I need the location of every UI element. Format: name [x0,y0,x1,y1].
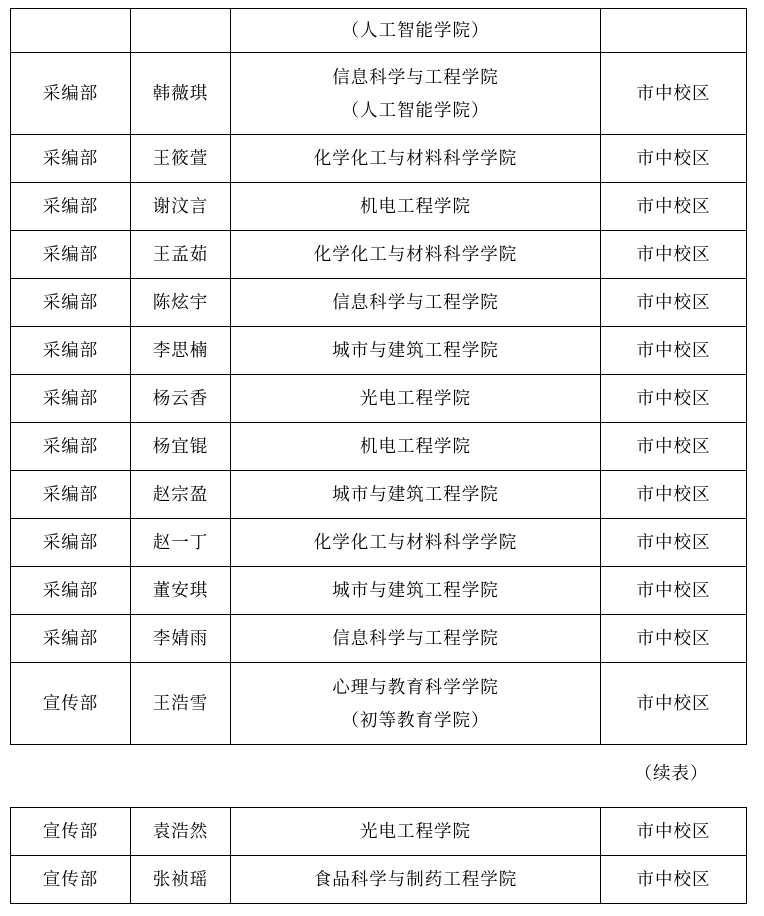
college-line: （人工智能学院） [341,99,490,120]
document-page [0,8,764,916]
college-line: 食品科学与制药工程学院 [313,869,518,890]
cell-name: 王孟茹 [131,231,231,279]
cell-department: 采编部 [11,327,131,375]
college-line: 化学化工与材料科学学院 [313,532,518,553]
table-row [11,663,747,745]
table-row [11,135,747,183]
cell-department: 宣传部 [11,808,131,856]
cell-department: 采编部 [11,519,131,567]
college-line: 机电工程学院 [360,436,471,457]
cell-name: 袁浩然 [131,808,231,856]
cell-campus: 市中校区 [601,663,747,745]
cell-department: 采编部 [11,183,131,231]
cell-name: 张祯瑶 [131,856,231,904]
separator-cell-college [230,745,600,799]
table-row [11,375,747,423]
college-line: 信息科学与工程学院 [332,292,499,313]
college-line: 信息科学与工程学院 [332,67,499,88]
cell-campus: 市中校区 [601,423,747,471]
cell-campus: 市中校区 [601,471,747,519]
cell-campus: 市中校区 [601,808,747,856]
college-line: 信息科学与工程学院 [332,628,499,649]
cell-name: 李婧雨 [131,615,231,663]
cell-college [231,231,601,279]
cell-college [231,327,601,375]
cell-campus: 市中校区 [601,231,747,279]
cell-name: 谢汶言 [131,183,231,231]
separator-cell-dept [10,745,130,799]
table-row [11,519,747,567]
cell-college [231,183,601,231]
roster-table-top [10,8,747,745]
cell-campus: 市中校区 [601,519,747,567]
table-row [11,471,747,519]
cell-college [231,856,601,904]
cell-college [231,423,601,471]
table-row [11,183,747,231]
cell-campus: 市中校区 [601,183,747,231]
table-row [11,53,747,135]
college-line: 城市与建筑工程学院 [332,340,499,361]
cell-campus: 市中校区 [601,135,747,183]
cell-name: 杨云香 [131,375,231,423]
cell-name: 王筱萱 [131,135,231,183]
cell-department: 采编部 [11,231,131,279]
cell-name: 赵宗盈 [131,471,231,519]
cell-department: 采编部 [11,53,131,135]
table-row [11,567,747,615]
cell-department: 宣传部 [11,663,131,745]
cell-campus [601,9,747,53]
cell-department: 采编部 [11,567,131,615]
cell-name: 董安琪 [131,567,231,615]
college-line: 心理与教育科学学院 [332,677,499,698]
table-row [11,615,747,663]
college-line: （人工智能学院） [341,20,490,41]
cell-campus: 市中校区 [601,567,747,615]
cell-college [231,9,601,53]
cell-department: 采编部 [11,615,131,663]
college-line: 机电工程学院 [360,196,471,217]
table-row [11,423,747,471]
table-row [11,9,747,53]
college-line: 光电工程学院 [360,388,471,409]
cell-department: 采编部 [11,423,131,471]
college-line: 城市与建筑工程学院 [332,484,499,505]
cell-college [231,519,601,567]
cell-college [231,471,601,519]
roster-table-bottom [10,807,747,904]
table-row [11,231,747,279]
college-line: （初等教育学院） [341,709,490,730]
table-row [11,856,747,904]
cell-college [231,808,601,856]
cell-college [231,279,601,327]
cell-name [131,9,231,53]
college-line: 光电工程学院 [360,821,471,842]
cell-college [231,53,601,135]
cell-department: 采编部 [11,471,131,519]
cell-college [231,135,601,183]
continuation-label: （续表） [634,762,709,783]
cell-name: 韩薇琪 [131,53,231,135]
cell-department: 宣传部 [11,856,131,904]
cell-department [11,9,131,53]
cell-name: 李思楠 [131,327,231,375]
cell-campus: 市中校区 [601,327,747,375]
college-line: 化学化工与材料科学学院 [313,244,518,265]
table-row [11,327,747,375]
cell-college [231,567,601,615]
cell-campus: 市中校区 [601,615,747,663]
table-row [11,808,747,856]
cell-college [231,375,601,423]
separator-cell-name [130,745,230,799]
table-separator [10,745,746,799]
continuation-row [10,745,746,799]
cell-department: 采编部 [11,135,131,183]
cell-name: 赵一丁 [131,519,231,567]
cell-campus: 市中校区 [601,856,747,904]
cell-campus: 市中校区 [601,375,747,423]
cell-name: 杨宜锟 [131,423,231,471]
cell-name: 陈炫宇 [131,279,231,327]
cell-name: 王浩雪 [131,663,231,745]
cell-campus: 市中校区 [601,279,747,327]
cell-college [231,615,601,663]
cell-department: 采编部 [11,279,131,327]
cell-campus: 市中校区 [601,53,747,135]
cell-department: 采编部 [11,375,131,423]
college-line: 城市与建筑工程学院 [332,580,499,601]
college-line: 化学化工与材料科学学院 [313,148,518,169]
cell-college [231,663,601,745]
table-row [11,279,747,327]
